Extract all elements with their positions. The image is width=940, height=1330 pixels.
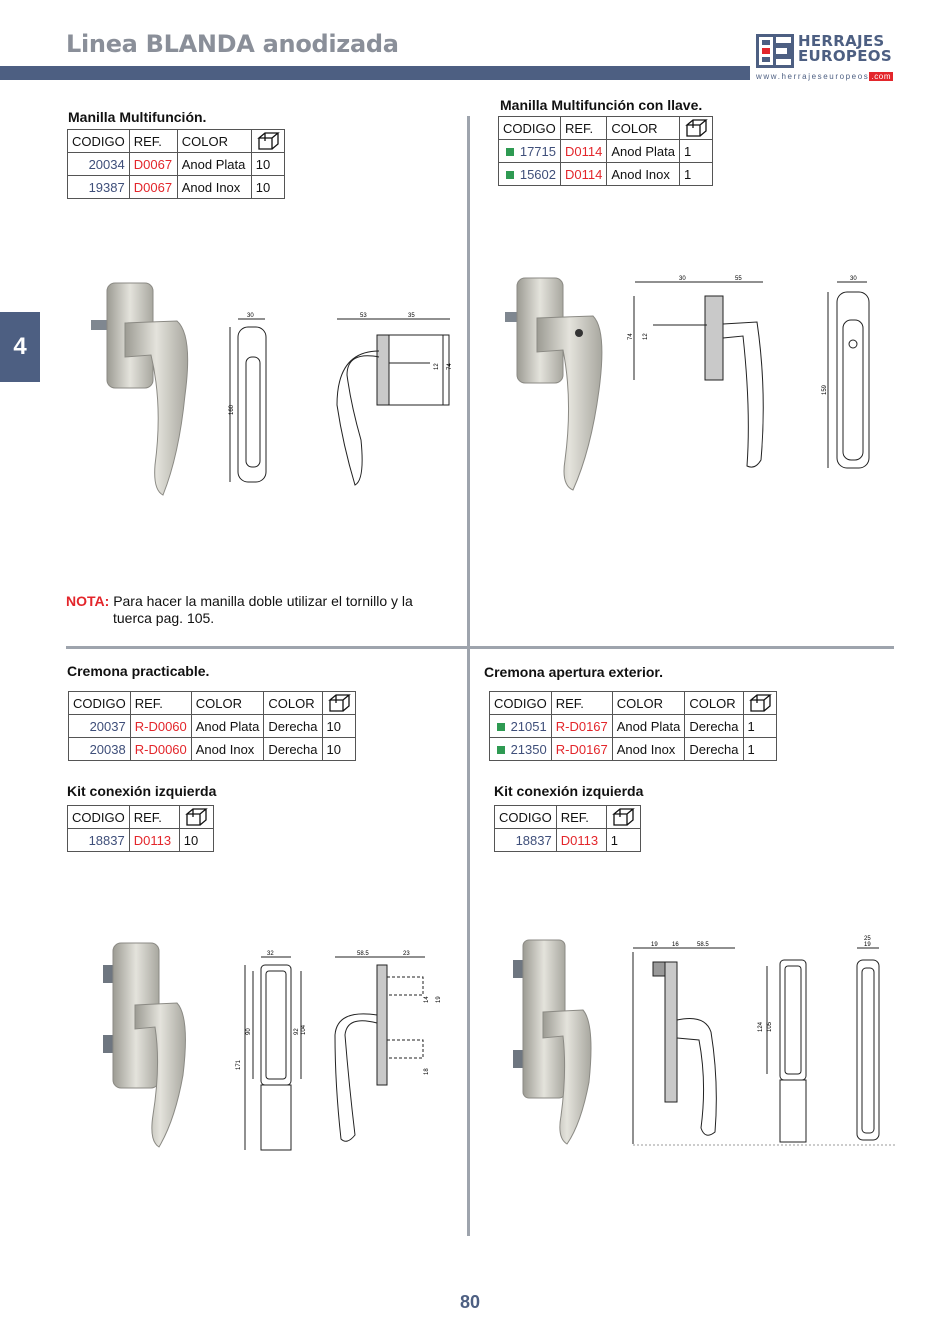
dim-label: 30	[247, 313, 254, 319]
page-title: Linea BLANDA anodizada	[66, 30, 399, 58]
table-row: 18837 D0113 10	[68, 829, 214, 852]
table-row: 17715 D0114 Anod Plata 1	[499, 140, 713, 163]
dim-label: 23	[403, 951, 410, 957]
dim-label: 92	[294, 1028, 300, 1035]
product-table-cremona-ext: CODIGO REF. COLOR COLOR 21051 R-D0167 Anod Plata Derecha 1 21350 R-D0167 Anod Inox Derecha 1	[489, 691, 777, 761]
dim-label: 30	[679, 276, 686, 282]
section-title-kit-left: Kit conexión izquierda	[67, 783, 217, 799]
dim-label: 53	[360, 313, 367, 319]
in-stock-icon	[506, 148, 514, 156]
col-color: COLOR	[177, 130, 251, 153]
dim-label: 19	[436, 996, 442, 1003]
box-package-icon	[611, 807, 635, 827]
dim-label: 90	[246, 1028, 252, 1035]
box-package-icon	[748, 693, 772, 713]
side-view-drawing	[633, 948, 735, 1144]
dim-label: 160	[229, 404, 235, 415]
col-codigo: CODIGO	[68, 130, 130, 153]
table-row: 21051 R-D0167 Anod Plata Derecha 1	[490, 715, 777, 738]
brand-url: www.herrajeseuropeos .com	[756, 72, 892, 81]
end-view-drawing	[857, 948, 879, 1140]
dim-label: 171	[236, 1059, 242, 1070]
dim-label: 58.5	[357, 951, 369, 957]
table-row: 19387 D0067 Anod Inox 10	[68, 176, 285, 199]
side-view-drawing	[634, 282, 763, 467]
dim-label: 16	[672, 942, 679, 948]
col-box	[251, 130, 284, 153]
section-title-multi: Manilla Multifunción.	[68, 109, 207, 125]
table-row: 20038 R-D0060 Anod Inox Derecha 10	[69, 738, 356, 761]
cremona-photo	[103, 943, 185, 1147]
handle-key-photo	[505, 278, 602, 490]
dim-label: 124	[758, 1021, 764, 1032]
table-row: 15602 D0114 Anod Inox 1	[499, 163, 713, 186]
product-table-multi	[67, 129, 285, 199]
header-bar	[0, 66, 750, 80]
brand-logo	[756, 34, 896, 82]
product-table-kit-right: CODIGO REF. 18837 D0113 1	[494, 805, 641, 852]
dim-label: 35	[408, 313, 415, 319]
note: NOTA: Para hacer la manilla doble utilizar el tornillo y la tuerca pag. 105.	[66, 593, 413, 626]
product-table-multi-key: CODIGO REF. COLOR 17715 D0114 Anod Plata 1 15602 D0114 Anod Inox 1	[498, 116, 713, 186]
dim-label: 58.5	[697, 942, 709, 948]
table-row: 21350 R-D0167 Anod Inox Derecha 1	[490, 738, 777, 761]
horizontal-divider	[66, 646, 894, 649]
in-stock-icon	[497, 746, 505, 754]
product-table-cremona-pract: CODIGO REF. COLOR COLOR 20037 R-D0060 Anod Plata Derecha 10 20038 R-D0060 Anod Inox Derecha 10	[68, 691, 356, 761]
dim-label: 32	[267, 951, 274, 957]
illustration-cremona-ext	[505, 932, 900, 1152]
col-ref: REF.	[129, 130, 177, 153]
dim-label: 105	[767, 1021, 773, 1032]
table-row: 20034 D0067 Anod Plata 10	[68, 153, 285, 176]
box-package-icon	[684, 118, 708, 138]
in-stock-icon	[497, 723, 505, 731]
dim-label: 74	[628, 333, 634, 340]
dim-label: 12	[643, 333, 649, 340]
dim-label: 30	[850, 276, 857, 282]
product-table-kit-left: CODIGO REF. 18837 D0113 10	[67, 805, 214, 852]
chapter-tab: 4	[0, 312, 40, 382]
brand-logo-mark-icon	[756, 34, 794, 68]
section-title-multi-key: Manilla Multifunción con llave.	[500, 97, 703, 113]
dim-label: 25	[864, 936, 871, 942]
illustration-multi	[85, 275, 465, 505]
dim-label: 104	[301, 1024, 307, 1035]
table-row: 20037 R-D0060 Anod Plata Derecha 10	[69, 715, 356, 738]
box-package-icon	[327, 693, 351, 713]
front-view-drawing	[828, 282, 869, 468]
box-package-icon	[256, 131, 280, 151]
in-stock-icon	[506, 171, 514, 179]
dim-label: 159	[822, 384, 828, 395]
dim-label: 12	[434, 363, 440, 370]
brand-name: HERRAJES EUROPEOS	[798, 32, 892, 65]
section-title-kit-right: Kit conexión izquierda	[494, 783, 644, 799]
dim-label: 19	[651, 942, 658, 948]
dim-label: 14	[424, 996, 430, 1003]
section-title-cremona-ext: Cremona apertura exterior.	[484, 664, 663, 680]
dim-label: 74	[447, 363, 453, 370]
illustration-multi-key	[495, 270, 895, 500]
vertical-divider	[467, 116, 470, 1236]
side-view-drawing	[335, 957, 425, 1141]
handle-photo	[91, 283, 188, 495]
section-title-cremona-pract: Cremona practicable.	[67, 663, 210, 679]
dim-label: 55	[735, 276, 742, 282]
front-view-drawing	[230, 319, 266, 482]
table-row: 18837 D0113 1	[495, 829, 641, 852]
cremona-ext-photo	[513, 940, 591, 1144]
dim-label: 18	[424, 1068, 430, 1075]
note-label: NOTA:	[66, 593, 110, 609]
dim-label: 19	[864, 942, 871, 948]
illustration-cremona-pract	[95, 935, 455, 1160]
front-view-drawing	[767, 960, 806, 1142]
page-number: 80	[459, 1292, 481, 1312]
side-view-drawing	[337, 319, 450, 485]
front-view-drawing	[245, 957, 301, 1150]
box-package-icon	[184, 807, 208, 827]
